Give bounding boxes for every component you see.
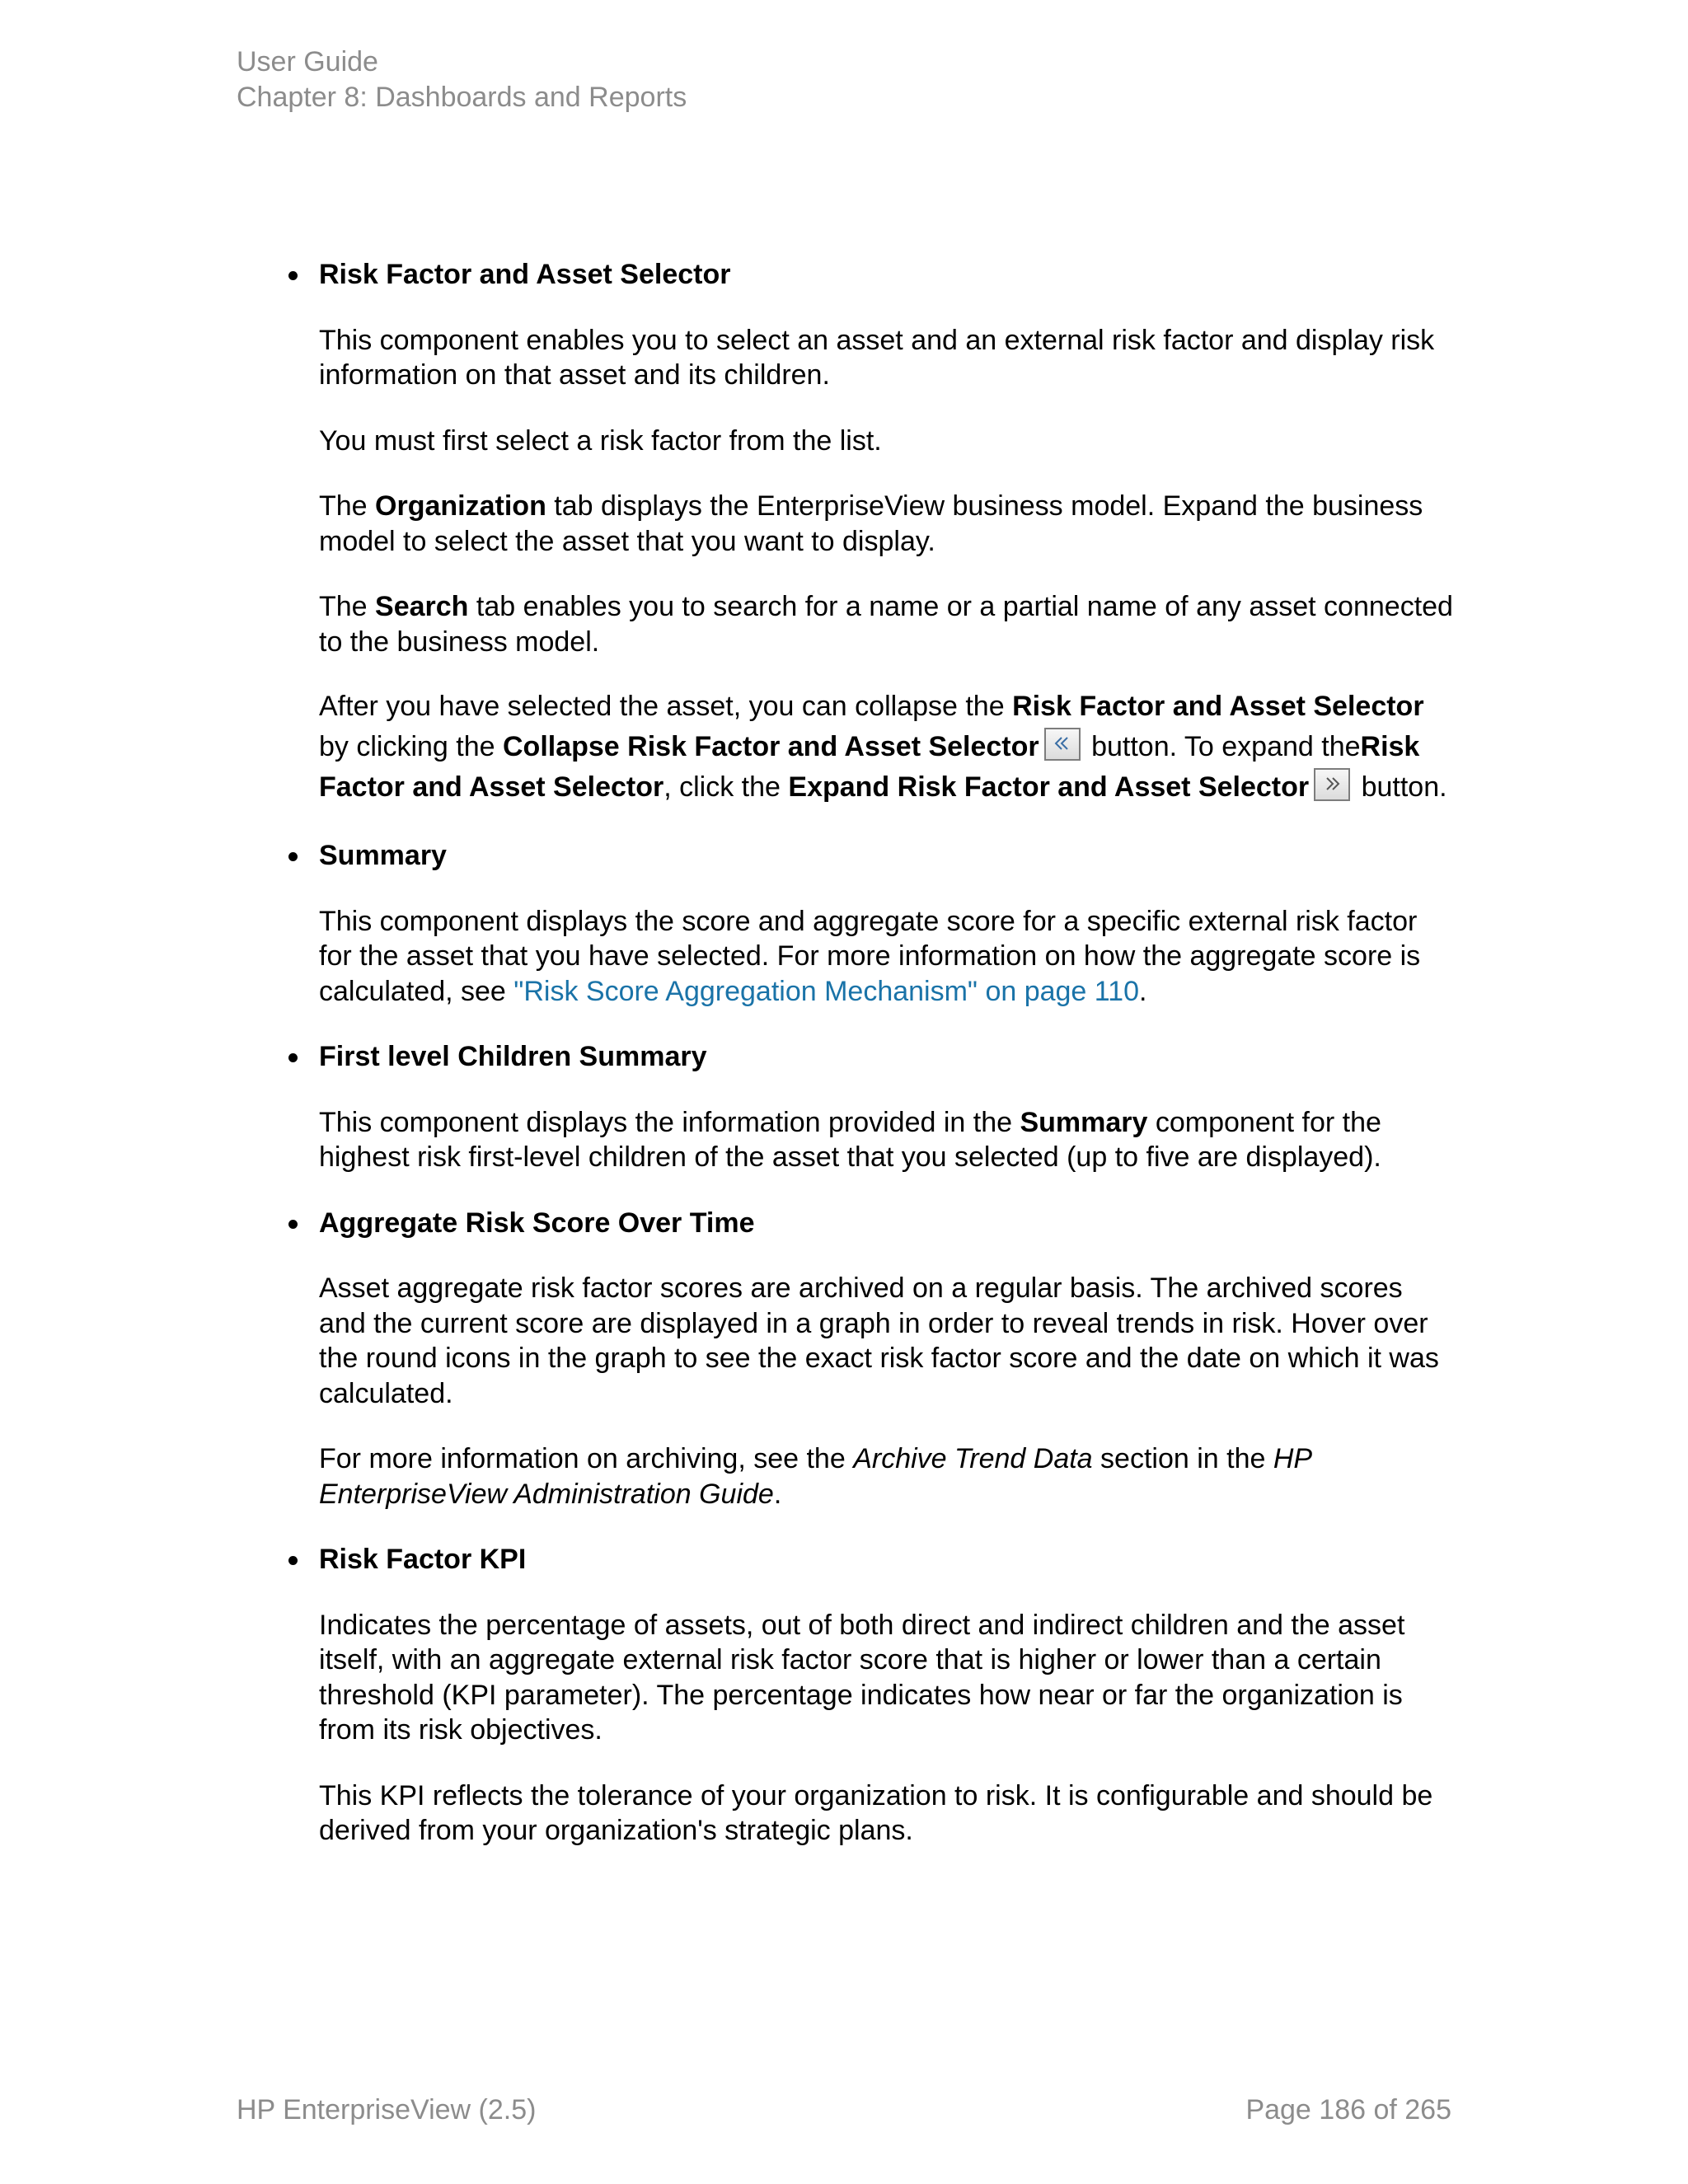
collapse-double-left-icon [1044,728,1081,761]
section-heading: First level Children Summary [319,1039,1456,1075]
running-header [237,45,687,115]
list-item-aggregate-risk-score-over-time [319,1206,1456,1512]
list-item-risk-factor-asset-selector [319,257,1456,808]
header-chapter-title: Chapter 8: Dashboards and Reports [237,82,687,113]
bullet-icon [288,852,298,861]
organization-tab-term: Organization [375,490,546,522]
bullet-icon [288,271,298,280]
section-heading: Risk Factor and Asset Selector [319,257,1456,293]
search-tab-term: Search [375,591,469,622]
paragraph: For more information on archiving, see the Archive Trend Data section in the HP EnterpriseView Administration Guide. [319,1443,1311,1510]
bullet-icon [288,1556,298,1565]
section-heading: Aggregate Risk Score Over Time [319,1206,1456,1241]
paragraph: This KPI reflects the tolerance of your organization to risk. It is configurable and should be derived from your organization's strategic plans. [319,1779,1433,1846]
section-heading: Summary [319,838,1456,874]
bullet-icon [288,1220,298,1229]
expand-double-right-icon [1314,768,1350,801]
list-item-summary [319,838,1456,1009]
paragraph: You must first select a risk factor from the list. [319,424,882,457]
paragraph: Asset aggregate risk factor scores are archived on a regular basis. The archived scores and the current score are displayed in a graph in order to reveal trends in risk. Hover over the round icons in the graph to see the exact risk factor score and the date on which it was calculated. [319,1272,1439,1409]
footer-page-number: Page 186 of 265 [1245,2094,1451,2125]
section-heading: Risk Factor KPI [319,1542,1456,1577]
risk-score-aggregation-link[interactable]: "Risk Score Aggregation Mechanism" on page 110 [513,975,1139,1007]
list-item-first-level-children-summary [319,1039,1456,1175]
footer-product: HP EnterpriseView (2.5) [237,2094,537,2125]
list-item-risk-factor-kpi [319,1542,1456,1849]
bullet-icon [288,1053,298,1062]
paragraph: The Search tab enables you to search for a name or a partial name of any asset connected to the business model. [319,591,1453,658]
paragraph: After you have selected the asset, you can collapse the Risk Factor and Asset Selector by clicking the Collapse Risk Factor and Asset Selector button. To expand theRisk Factor and Asset Selector, click the Expand Risk Factor and Asset Selector button. [319,691,1447,803]
paragraph: The Organization tab displays the EnterpriseView business model. Expand the business model to select the asset that you want to display. [319,490,1423,557]
paragraph: Indicates the percentage of assets, out of both direct and indirect children and the asset itself, with an aggregate external risk factor score that is higher or lower than a certain threshold (KPI parameter). The percentage indicates how near or far the organization is from its risk objectives. [319,1609,1405,1746]
paragraph: This component displays the information provided in the Summary component for the highest risk first-level children of the asset that you selected (up to five are displayed). [319,1106,1381,1173]
header-guide-title: User Guide [237,46,378,77]
paragraph: This component enables you to select an asset and an external risk factor and display risk information on that asset and its children. [319,324,1435,391]
paragraph: This component displays the score and aggregate score for a specific external risk factor for the asset that you have selected. For more information on how the aggregate score is calculated, see "Risk Score Aggregation Mechanism" on page 110. [319,905,1421,1007]
document-body [319,257,1456,1879]
